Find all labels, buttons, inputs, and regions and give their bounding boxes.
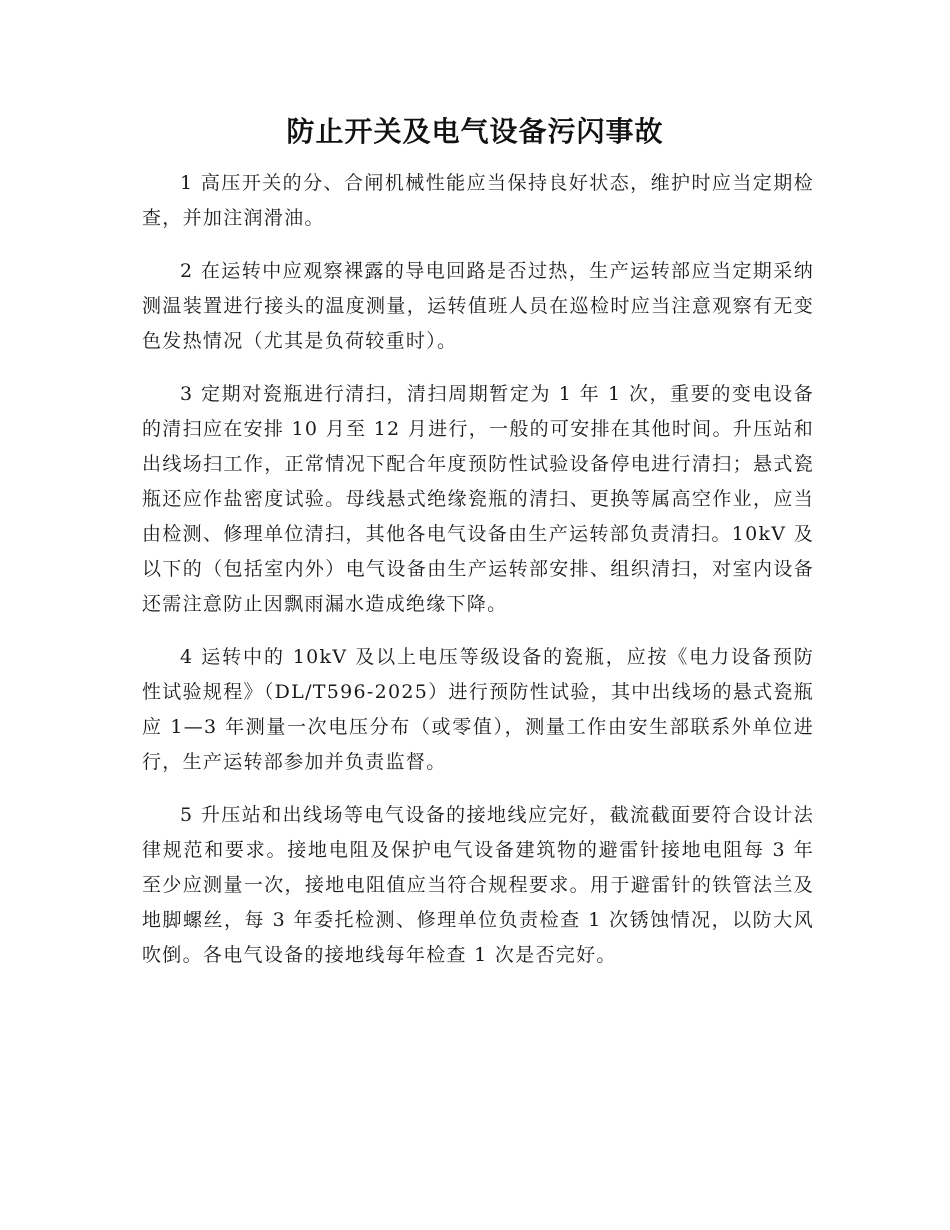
paragraph-5: 5 升压站和出线场等电气设备的接地线应完好，截流截面要符合设计法律规范和要求。接地电阻及保护电气设备建筑物的避雷针接地电阻每 3 年至少应测量一次，接地电阻值应当符合规程要求。用于避雷针的铁管法兰及地脚螺丝，每 3 年委托检测、修理单位负责检查 1 次锈蚀情况，以防大风吹倒。各电气设备的接地线每年检查 1 次是否完好。 xyxy=(142,804,814,966)
paragraph-1: 1 高压开关的分、合闸机械性能应当保持良好状态，维护时应当定期检查，并加注润滑油。 xyxy=(142,172,814,229)
paragraph-4: 4 运转中的 10kV 及以上电压等级设备的瓷瓶，应按《电力设备预防性试验规程》（DL/T596-2025）进行预防性试验，其中出线场的悬式瓷瓶应 1—3 年测量一次电压分布（或零值），测量工作由安生部联系外单位进行，生产运转部参加并负责监督。 xyxy=(142,646,814,773)
document-body xyxy=(142,166,814,991)
document-title: 防止开关及电气设备污闪事故 xyxy=(286,115,664,148)
paragraph-2: 2 在运转中应观察裸露的导电回路是否过热，生产运转部应当定期采纳测温装置进行接头的温度测量，运转值班人员在巡检时应当注意观察有无变色发热情况（尤其是负荷较重时）。 xyxy=(142,260,814,352)
paragraph-3: 3 定期对瓷瓶进行清扫，清扫周期暂定为 1 年 1 次，重要的变电设备的清扫应在安排 10 月至 12 月进行，一般的可安排在其他时间。升压站和出线场扫工作，正常情况下配合年度预防性试验设备停电进行清扫；悬式瓷瓶还应作盐密度试验。母线悬式绝缘瓷瓶的清扫、更换等属高空作业，应当由检测、修理单位清扫，其他各电气设备由生产运转部负责清扫。10kV 及以下的（包括室内外）电气设备由生产运转部安排、组织清扫，对室内设备还需注意防止因飘雨漏水造成绝缘下降。 xyxy=(142,383,814,615)
